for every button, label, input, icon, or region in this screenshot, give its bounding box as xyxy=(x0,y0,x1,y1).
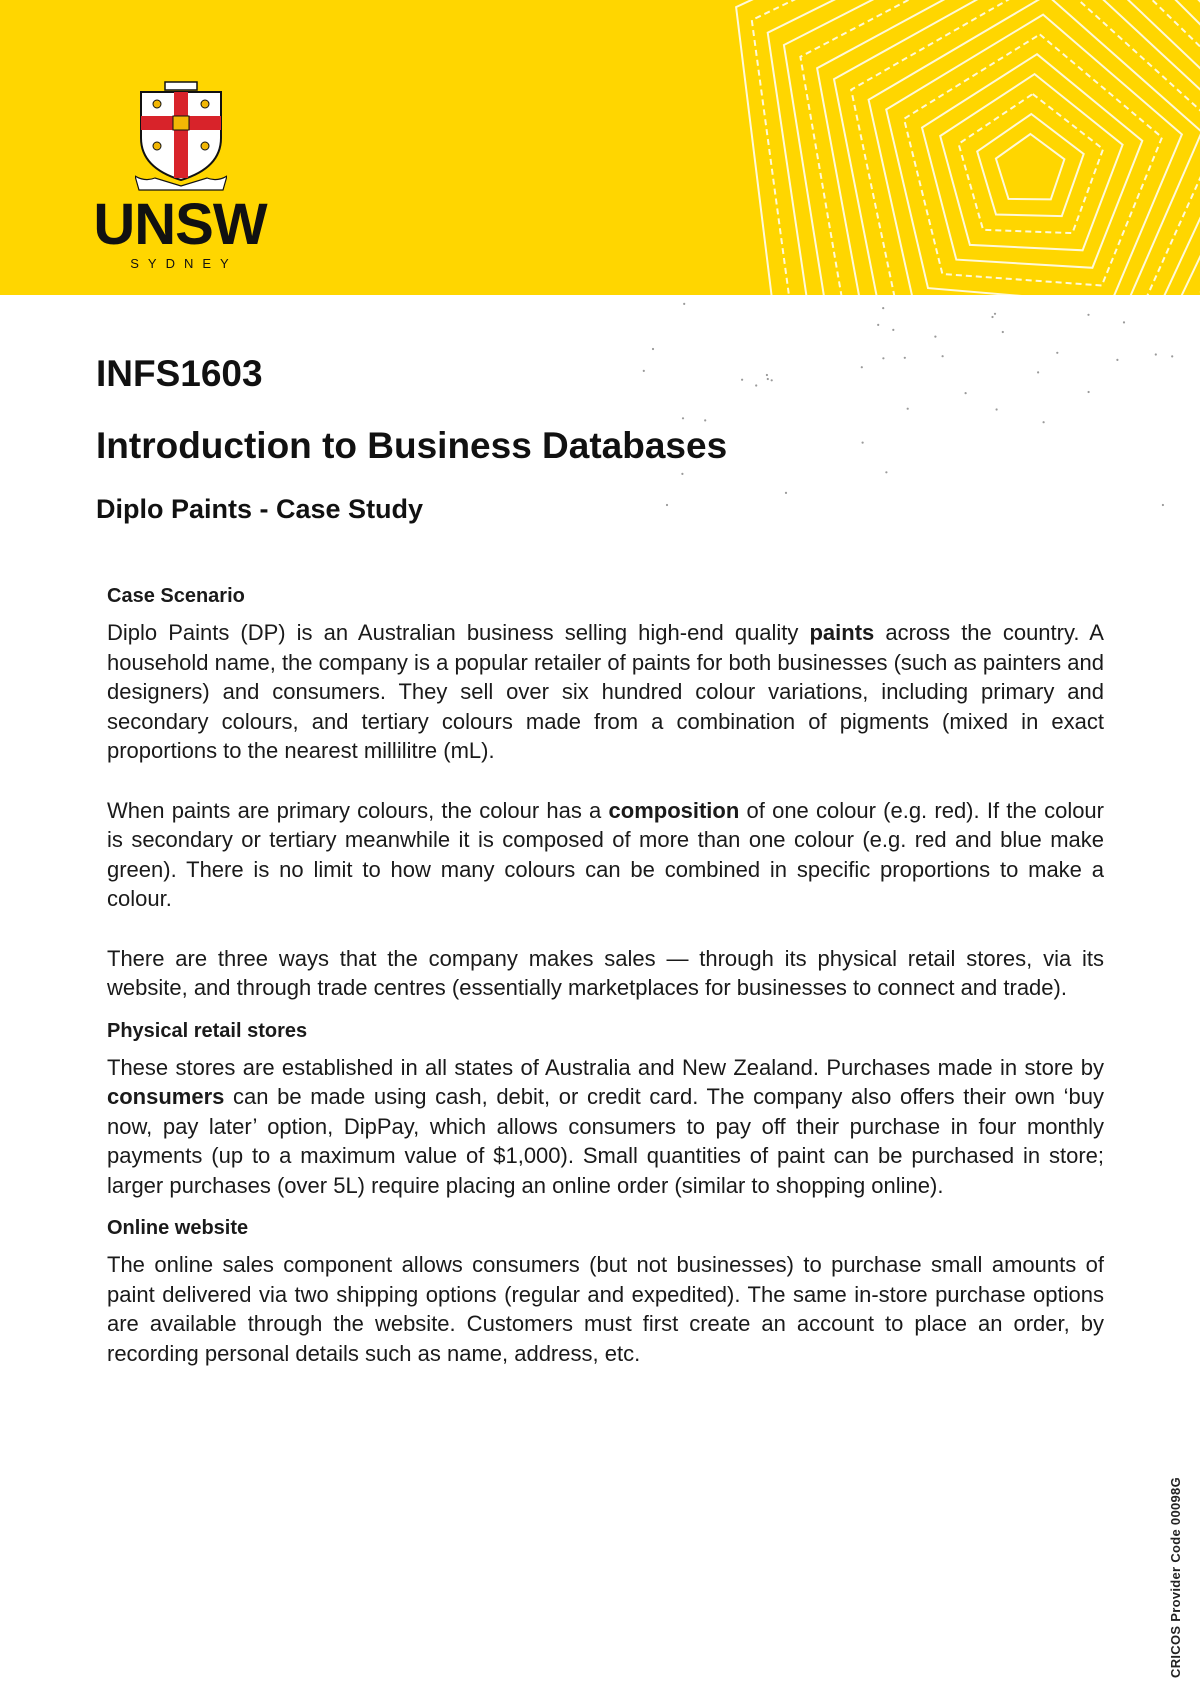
pattern-ring xyxy=(996,134,1065,199)
bold-term-paints: paints xyxy=(809,620,875,645)
course-code: INFS1603 xyxy=(96,353,263,394)
pattern-dot xyxy=(1087,314,1089,316)
header-banner xyxy=(0,0,1200,295)
pattern-ring xyxy=(977,114,1083,216)
pattern-dot xyxy=(1155,353,1157,355)
unsw-crest-icon xyxy=(135,80,227,192)
pattern-ring xyxy=(922,54,1142,268)
paragraph-composition: When paints are primary colours, the colour has a composition of one colour (e.g. red). If the colour is secondary or tertiary meanwhile it is composed of more than one colour (e.g. red and blue make green). There is no limit to how many colours can be combined in specific proportions to make a colour. xyxy=(107,797,1104,911)
pattern-dot xyxy=(652,348,654,350)
pattern-ring xyxy=(784,0,1200,295)
document-body xyxy=(107,582,1104,1368)
pattern-dot xyxy=(683,303,685,305)
pattern-dot xyxy=(994,313,996,315)
unsw-logo xyxy=(90,80,270,270)
pattern-ring xyxy=(940,74,1122,250)
course-title: Introduction to Business Databases xyxy=(96,425,728,466)
pattern-dot xyxy=(1171,355,1173,357)
pattern-dot xyxy=(1116,359,1118,361)
section-heading-retail: Physical retail stores xyxy=(107,1019,308,1042)
pattern-dot xyxy=(877,324,879,326)
pattern-dot xyxy=(882,307,884,309)
pattern-ring xyxy=(834,0,1200,295)
pattern-dot xyxy=(1123,321,1125,323)
pattern-dot xyxy=(892,329,894,331)
pattern-dot xyxy=(991,316,993,318)
document-subtitle: Diplo Paints - Case Study xyxy=(96,494,424,524)
pattern-ring xyxy=(817,0,1200,295)
logo-wordmark: UNSW xyxy=(93,192,267,257)
pattern-dot xyxy=(934,336,936,338)
paragraph-intro: Diplo Paints (DP) is an Australian business selling high-end quality paints across the country. A household name, the company is a popular retailer of paints for both businesses (such as painters and designers) and consumers. They sell over six hundred colour variations, including primary and secondary colours, and tertiary colours made from a combination of pigments (mixed in exact proportions to the nearest millilitre (mL). xyxy=(107,620,1104,763)
paragraph-online: The online sales component allows consumers (but not businesses) to purchase small amounts of paint delivered via two shipping options (regular and expedited). The same in-store purchase options are available through the website. Customers must first create an account to place an order, by recording personal details such as name, address, etc. xyxy=(107,1252,1104,1366)
pattern-ring xyxy=(736,0,1200,295)
logo-sub-wordmark: SYDNEY xyxy=(130,256,238,271)
bold-term-composition: composition xyxy=(608,797,740,823)
paragraph-retail: These stores are established in all states of Australia and New Zealand. Purchases made in store by consumers can be made using cash, debit, or credit card. The company also offers their own ‘buy now, pay later’ option, DipPay, which allows consumers to pay off their purchase in four monthly payments (up to a maximum value of $1,000). Small quantities of paint can be purchased in store; larger purchases (over 5L) require placing an online order (similar to shopping online). xyxy=(107,1054,1104,1198)
section-heading-online: Online website xyxy=(107,1217,249,1239)
section-heading-case-scenario: Case Scenario xyxy=(107,585,245,607)
pattern-dot xyxy=(1002,331,1004,333)
pattern-dot xyxy=(1162,504,1164,506)
paragraph-sales-channels: There are three ways that the company makes sales — through its physical retail stores, via its website, and through trade centres (essentially marketplaces for businesses to connect and trade). xyxy=(107,945,1104,1000)
title-block xyxy=(96,352,1096,526)
bold-term-consumers: consumers xyxy=(107,1084,225,1109)
cricos-code: CRICOS Provider Code 00098G xyxy=(1168,1477,1183,1678)
